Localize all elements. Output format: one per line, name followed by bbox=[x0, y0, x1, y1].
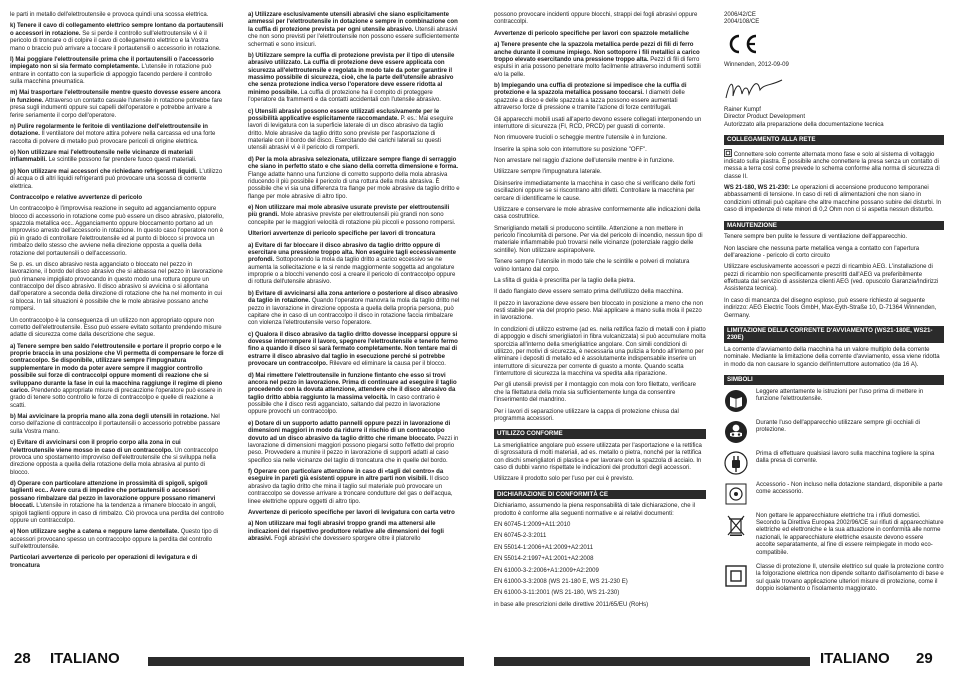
paragraph-lead: a) Tenere sempre ben saldo l'elettroutensile e portare il proprio corpo e le proprie braccia in una posizione che Vi permetta di compensare le forze di contraccolpo. Se disponibile, utilizzare sempre l'impugnatura supplementare in modo da poter avere sempre il maggior controllo possibile sui forze di contraccolpi oppure momenti di reazione che si sviluppano durante la fase in cui la macchina raggiunge il regime di pieno carico. bbox=[10, 343, 224, 394]
paragraph bbox=[10, 481, 225, 525]
paragraph-lead: n) Pulire regolarmente le feritoie di ventilazione dell'elettroutensile in dotazione. bbox=[10, 123, 209, 138]
symbol-row bbox=[724, 513, 944, 557]
paragraph bbox=[248, 373, 460, 417]
paragraph-text: Nel corso dell'azione di contraccolpo il portautensili o accessorio potrebbe passare sulla Vostra mano. bbox=[10, 414, 221, 435]
paragraph bbox=[248, 469, 460, 506]
paragraph bbox=[494, 181, 706, 203]
paragraph-text: Gli apparecchi mobili usati all'aperto devono essere collegati interponendo un interruttore di sicurezza (FI, RCD, PRCD) per guasti di corrente. bbox=[494, 116, 702, 130]
paragraph-lead: e) Dotare di un supporto adatto pannelli oppure pezzi in lavorazione di dimensioni maggiori in modo da ridurre il rischio di un contraccolpo dovuto ad un disco abrasivo da taglio dritto che rimane bloccato. bbox=[248, 420, 451, 442]
column-1 bbox=[10, 12, 225, 574]
paragraph-text: I diametri delle spazzole a disco e delle spazzola a tazza possono essere aumentati attraverso forze di pressione e tramite l'azione di forze centrifugali. bbox=[494, 90, 685, 112]
paragraph-lead: Ulteriori avvertenze di pericolo specifiche per lavori di troncatura bbox=[248, 231, 436, 238]
paragraph bbox=[10, 124, 225, 146]
paragraph-text: L'utensile in rotazione può entrare in contatto con la superficie di appoggio facendo perdere il controllo sulla macchina pneumatica. bbox=[10, 64, 212, 85]
section-heading: UTILIZZO CONFORME bbox=[494, 429, 706, 439]
paragraph bbox=[10, 262, 225, 314]
symbol-text: Classe di protezione II, utensile elettrico sul quale la protezione contro la folgorazione elettrica non dipende soltanto dall'isolamento di base e sul quale trovano applicazione ulteriori misure di protezione, come il doppio isolamento o l'isolamento maggiorato. bbox=[756, 563, 944, 593]
paragraph-text: Per i lavori di separazione utilizzare la cappa di protezione chiusa dal programma accessori. bbox=[494, 408, 679, 422]
paragraph-lead: Avvertenze di pericolo specifiche per lavori di levigatura con carta vetro bbox=[248, 509, 455, 516]
paragraph bbox=[494, 545, 706, 552]
paragraph bbox=[494, 382, 706, 404]
paragraph bbox=[494, 590, 706, 597]
maint-para: In caso di mancanza del disegno esploso, può essere richiesto al seguente indirizzo: AEG Electric Tools GmbH, Max-Eyth-Straße 10, D-71364 Winnenden, Germany. bbox=[724, 297, 937, 319]
bin-icon bbox=[724, 513, 748, 537]
paragraph-lead: f) Operare con particolare attenzione in caso di «tagli del centro» da eseguire in pareti già esistenti oppure in altre parti non visibili. bbox=[248, 469, 444, 483]
paragraph bbox=[494, 31, 706, 38]
paragraph bbox=[494, 12, 706, 27]
paragraph bbox=[248, 243, 460, 287]
paragraph-text: Un contraccolpo provoca uno spostamento improvviso dell'elettroutensile che si sviluppa nella direzione opposta a quella della rotazione della mola abrasiva al punto di blocco. bbox=[10, 447, 219, 476]
paragraph-text: L'utensile in rotazione ha la tendenza a rimanere bloccato in angoli, spigoli taglienti oppure in caso di rimbalzo. Ciò provoca una perdita del controllo oppure un contraccolpo. bbox=[10, 503, 224, 524]
symbol-row bbox=[724, 389, 944, 413]
paragraph bbox=[10, 12, 225, 19]
paragraph bbox=[494, 476, 706, 483]
footer-bar-right bbox=[494, 657, 810, 666]
paragraph-text: EN 60745-2-3:2011 bbox=[494, 533, 547, 540]
paragraph-text: Se si perde il controllo sull'elettroutensile vi è il pericolo di troncare o di colpire il cavo di collegamento elettrico e la Vostra mano o braccio può arrivare a toccare il portautensili o accessorio in rotazione. bbox=[10, 30, 221, 52]
paragraph bbox=[494, 602, 706, 609]
paragraph bbox=[494, 533, 706, 540]
paragraph bbox=[10, 195, 225, 202]
paragraph-text: EN 55014-1:2006+A1:2009+A2:2011 bbox=[494, 544, 594, 551]
paragraph-text: L'utilizzo di acqua o di altri liquidi refrigeranti può provocare una scossa di corrente elettrica. bbox=[10, 168, 223, 190]
page-number-left: 28 bbox=[14, 650, 31, 667]
paragraph-text: Rilevare ed eliminare la causa per il blocco. bbox=[327, 361, 446, 368]
paragraph-text: In condizioni di utilizzo estreme (ad es. nella rettifica fazio di metalli con il piatto di appoggio e dischi smerigliatori in fibra vulcanizzata) si può accumulare molta sporcizia all'interno della smerigliatrice angolare. Con simili condizioni di utilizzo, per motivi di sicurezza, è necessaria una pulizia a fondo all'interno per eliminare i depositi di metallo ed è assolutamente indispensabile inserire un interruttore di sicurezza per corrente di guasto a monte. Quando scatta l'interruttore di sicurezza la macchina va spedita alla riparazione. bbox=[494, 326, 706, 377]
double-square-icon bbox=[724, 564, 748, 588]
directive-list bbox=[724, 12, 944, 27]
paragraph bbox=[10, 529, 225, 551]
paragraph bbox=[494, 289, 706, 296]
paragraph-text: Il disco abrasivo da taglio dritto che mina il taglio sul materiale può provocare un contraccolpo se dovesse arrivare a troncare condutture del gas o dell'acqua, linee elettriche oppure oggetti di altro tipo. bbox=[248, 476, 453, 505]
paragraph bbox=[10, 344, 225, 410]
paragraph bbox=[248, 332, 460, 369]
paragraph bbox=[10, 150, 225, 165]
section-heading-symbols: SIMBOLI bbox=[724, 375, 944, 385]
symbol-text: Accessorio - Non incluso nella dotazione standard, disponibile a parte come accessorio. bbox=[756, 481, 943, 496]
paragraph-text: Il ventilatore del motore attira polvere nella carcassa ed una forte raccolta di polvere di metallo può provocare pericoli di origine elettrica. bbox=[10, 131, 216, 145]
signer-note: Autorizzato alla preparazione della documentazione tecnica bbox=[724, 121, 884, 128]
paragraph bbox=[494, 117, 706, 132]
paragraph-text: La sfilta di guida è prescritta per la taglio della pietra. bbox=[494, 277, 636, 284]
paragraph bbox=[494, 169, 706, 176]
paragraph-text: Non arrestare nel raggio d'azione dell'utensile mentre è in funzione. bbox=[494, 158, 675, 164]
paragraph-text: Flange adatte hanno una funzione di corretto supporto della mola abrasiva riducendo il più possibile il pericolo di una rottura della mola abrasiva. È possibile che vi sia una differenza tra flange per mole abrasive da taglio dritto e flange per mole abrasive di altro tipo. bbox=[248, 171, 460, 200]
paragraph-lead: d) Operare con particolare attenzione in prossimità di spigoli, spigoli taglienti ecc.. Avere cura di impedire che portautensili o accessori possano rimbalzare dal pezzo in lavorazione oppure possano rimanervi bloccati. bbox=[10, 481, 216, 510]
paragraph-lead: a) Tenere presente che la spazzola metallica perde pezzi di fili di ferro anche durante il comune impiego. Non sottoporre i fili metallici a carico troppo elevato esercitando una pressione troppo alta. bbox=[494, 42, 700, 63]
paragraph-text: Le scintille possono far prendere fuoco questi materiali. bbox=[46, 157, 197, 164]
paragraph bbox=[10, 23, 225, 53]
paragraph-text: Utilizzare e conservare le mole abrasive conformemente alle indicazioni della casa costruttrice. bbox=[494, 206, 701, 221]
paragraph-text: In caso contrario è possibile che il disco resti agganciato, saltando dal pezzo in lavorazione oppure provochi un contraccolpo. bbox=[248, 394, 441, 416]
paragraph bbox=[248, 205, 460, 227]
paragraph-text: Un contraccolpo è la conseguenza di un utilizzo non appropriato oppure non corretto dell'elettroutensile. Esso può essere evitato soltanto prendendo misure adatte di sicurezza come dalla descrizione che segue. bbox=[10, 317, 222, 339]
paragraph bbox=[494, 522, 706, 529]
maint-para: Tenere sempre ben pulite le fessure di ventilazione dell'apparecchio. bbox=[724, 234, 908, 241]
paragraph-text: EN 60745-1:2009+A11:2010 bbox=[494, 522, 571, 528]
paragraph-lead: c) Utensili abrasivi possono essere utilizzati esclusivamente per le possibilità applicative esplicitamente raccomandate. bbox=[248, 108, 440, 122]
paragraph bbox=[494, 158, 706, 165]
paragraph-text: Pezzi in lavorazione di dimensioni maggiori possono piegarsi sotto l'effetto del proprio peso. Provvedere a munire il pezzo in lavorazione di supporti adatti al caso specifico sia nelle vicinanze del taglio di troncatura che in quelle del bordo. bbox=[248, 435, 459, 464]
paragraph bbox=[10, 414, 225, 436]
column-4 bbox=[724, 12, 944, 600]
paragraph-lead: Particolari avvertenze di pericolo per operazioni di levigatura e di troncatura bbox=[10, 555, 198, 569]
mains-para-1: Connettere solo corrente alternata mono fase e solo al sistema di voltaggio indicato sulla piastra. È possibile anche connettere la presa senza un contatto di messa a terra così come prevede lo schema conforme alla norma di sicurezza di classe II. bbox=[724, 149, 944, 182]
plug-icon bbox=[724, 451, 748, 475]
directive: 2004/108/CE bbox=[724, 19, 760, 26]
paragraph bbox=[248, 291, 460, 328]
paragraph bbox=[494, 278, 706, 285]
paragraph-lead: a) Non utilizzare mai fogli abrasivi troppo grandi ma attenersi alle indicazioni del rispettivo produttore relative alle dimensioni dei fogli abrasivi. bbox=[248, 521, 444, 542]
paragraph-text: Se p. es. un disco abrasivo resta agganciato o bloccato nel pezzo in lavorazione, il bordo del disco abrasivo che si abbassa nel pezzo in lavorazione può rimanere impigliato provocando in questo modo una rottura oppure un contraccolpo del disco abrasivo. Il disco abrasivo si avvicina o si allontana dall'operatore a seconda della direzione di rotazione che ha nel momento in cui si blocca. In tali situazioni è possibile che le mole abrasive possano anche rompersi. bbox=[10, 261, 223, 313]
section-heading-current-limit: LIMITAZIONE DELLA CORRENTE D'AVVIAMENTO (WS21-180E, WS21-230E) bbox=[724, 326, 944, 343]
paragraph bbox=[494, 443, 706, 473]
paragraph bbox=[494, 42, 706, 79]
paragraph bbox=[494, 83, 706, 113]
paragraph bbox=[10, 169, 225, 191]
paragraph-lead: b) Mai avvicinare la propria mano alla zona degli utensili in rotazione. bbox=[10, 414, 209, 420]
paragraph-text: Non rimuovere trucioli o scheggie mentre l'utensile è in funzione. bbox=[494, 135, 667, 142]
ce-mark-icon bbox=[726, 33, 760, 55]
language-label-right: ITALIANO bbox=[820, 650, 890, 667]
paragraph-text: EN 61000-3-11:2001 (WS 21-180, WS 21-230) bbox=[494, 590, 620, 597]
paragraph bbox=[494, 226, 706, 256]
signature bbox=[724, 76, 944, 105]
paragraph-lead: k) Tenere il cavo di collegamento elettrico sempre lontano da portautensili o accessori in rotazione. bbox=[10, 23, 224, 37]
paragraph-text: Il pezzo in lavorazione deve essere ben bloccato in posizione a meno che non resti stabile per via del proprio peso. Mai applicare a mano sulla mola il pezzo in lavorazione. bbox=[494, 300, 704, 322]
paragraph bbox=[10, 440, 225, 477]
paragraph bbox=[10, 318, 225, 340]
paragraph bbox=[10, 555, 225, 570]
paragraph-text: Tenere sempre l'utensile in modo tale che le scintille e polveri di molatura volino lontano dal corpo. bbox=[494, 259, 690, 273]
symbol-text: Prima di effettuare qualsiasi lavoro sulla macchina togliere la spina dalla presa di corrente. bbox=[756, 450, 935, 465]
paragraph bbox=[494, 579, 706, 586]
paragraph-lead: Contraccolpo e relative avvertenze di pericolo bbox=[10, 194, 143, 201]
paragraph-lead: b) Evitare di avvicinarsi alla zona anteriore o posteriore al disco abrasivo da taglio in rotazione. bbox=[248, 290, 458, 305]
paragraph bbox=[494, 556, 706, 563]
paragraph-text: Utilizzare il prodotto solo per l'uso per cui è previsto. bbox=[494, 476, 634, 483]
paragraph-text: Attraverso un contatto casuale l'utensile in rotazione potrebbe fare presa sugli indumenti oppure sui capelli dell'operatore e potrebbe arrivare a ferire seriamente il corpo dell'operatore. bbox=[10, 97, 223, 119]
paragraph bbox=[10, 90, 225, 120]
paragraph-text: Il dado flangiato deve essere serrato prima dell'utilizzo della macchina. bbox=[494, 289, 684, 296]
section-heading: DICHIARAZIONE DI CONFORMITÀ CE bbox=[494, 490, 706, 500]
paragraph bbox=[494, 259, 706, 274]
paragraph bbox=[494, 207, 706, 222]
paragraph-text: Prendendo appropriate misure di precauzione l'operatore può essere in grado di tenere sotto controllo le forze di contraccolpo e quelle di reazione a scatti. bbox=[10, 387, 222, 409]
paragraph-text: Smerigliando metalli si producono scintille. Attenzione a non mettere in pericolo l'incolumità di persone. Per via del pericolo di incendio, nessun tipo di materiale infiammabile può trovarsi nelle vicinanze (potenziale raggio delle scintille). Non utilizzare aspirapolvere. bbox=[494, 225, 703, 254]
paragraph bbox=[494, 147, 706, 154]
column-2 bbox=[248, 12, 460, 547]
paragraph-lead: m) Mai trasportare l'elettroutensile mentre questo dovesse essere ancora in funzione. bbox=[10, 90, 221, 104]
paragraph-text: Quando l'operatore manovra la mola da taglio dritto nel pezzo in lavorazione in direzione opposta a quella della propria persona, può capitare che in caso di un contraccolpo il disco in rotazione faccia rimbalzare con violenza l'elettroutensile verso l'operatore. bbox=[248, 298, 460, 327]
paragraph bbox=[494, 503, 706, 518]
paragraph-text: Sottoponendo la mola da taglio dritto a carico eccessivo se ne aumenta la sollecitazione e la si rende maggiormente soggetta ad angolature improprie o a blocchi venendo così a creare il pericolo di contraccolpo oppure di rottura dell'utensile abrasivo. bbox=[248, 257, 456, 286]
paragraph bbox=[248, 157, 460, 201]
symbol-row bbox=[724, 482, 944, 506]
signature-icon bbox=[724, 76, 784, 102]
accessory-icon bbox=[724, 482, 748, 506]
page-number-right: 29 bbox=[916, 650, 933, 667]
paragraph bbox=[248, 510, 460, 517]
paragraph bbox=[494, 301, 706, 323]
paragraph-text: EN 55014-2:1997+A1:2001+A2:2008 bbox=[494, 556, 594, 563]
paragraph bbox=[494, 409, 706, 424]
limit-para: La corrente d'avviamento della macchina ha un valore multiplo della corrente nominale. Mediante la limitazione della corrente d'avviamento, essa viene ridotta in modo da non causare lo sgancio dell'interruttore automatico (da 16 A). bbox=[724, 347, 940, 368]
paragraph-lead: d) Mai rimettere l'elettroutensile in funzione fintanto che esso si trovi ancora nel pezzo in lavorazione. Prima di continuare ad eseguire il taglio procedendo con la dovuta attenzione, attendere che il disco abrasivo da taglio dritto abbia raggiunto la massima velocità. bbox=[248, 372, 457, 401]
language-label-left: ITALIANO bbox=[50, 650, 120, 667]
paragraph-text: Utilizzare sempre l'impugnatura laterale. bbox=[494, 169, 602, 176]
paragraph-text: in base alle prescrizioni delle direttive 2011/65/EU (RoHs) bbox=[494, 601, 649, 608]
paragraph bbox=[248, 12, 460, 49]
class-ii-icon bbox=[724, 149, 732, 157]
paragraph-text: La cuffia di protezione ha il compito di proteggere l'operatore da frammenti e da contatti accidentali con l'utensile abrasivo. bbox=[248, 89, 441, 104]
paragraph bbox=[248, 53, 460, 105]
paragraph-text: Dichiariamo, assumendo la piena responsabilità di tale dichiarazione, che il prodotto è conforme alla seguenti normative e ai relativi documenti: bbox=[494, 503, 696, 517]
paragraph-text: Utensili abrasivi che non sono previsti per l'elettroutensile non possono essere sufficientemente schermati e sono insicuri. bbox=[248, 26, 460, 48]
symbol-row bbox=[724, 451, 944, 475]
paragraph-lead: Avvertenze di pericolo specifiche per lavori con spazzole metalliche bbox=[494, 30, 690, 37]
paragraph-lead: l) Mai poggiare l'elettroutensile prima che il portautensili o l'accessorio impiegato non si sia fermato completamente. bbox=[10, 56, 214, 71]
footer-bar-left bbox=[148, 657, 464, 666]
symbol-row bbox=[724, 420, 944, 444]
paragraph bbox=[248, 231, 460, 238]
paragraph-text: le parti in metallo dell'elettroutensile e provoca quindi una scossa elettrica. bbox=[10, 12, 209, 18]
place-date: Winnenden, 2012-09-09 bbox=[724, 62, 789, 69]
paragraph-text: Un contraccolpo è l'improvvisa reazione in seguito ad agganciamento oppure blocco di accessorio in rotazione come può essere un disco abrasivo, platorello, spazzola metallica ecc.. Agganciamento oppure bloccamento portano ad un improvviso arresto dell'accessorio in rotazione. In questo caso l'operatore non è più in grado di controllare l'elettroutensile ed al punto di blocco si provoca un rimbalzo dello stesso che avviene nella direzione opposta a quella della rotazione del portautensili o dell'accessorio. bbox=[10, 206, 224, 257]
paragraph-text: EN 61000-3-3:2008 (WS 21-180 E, WS 21-230 E) bbox=[494, 578, 628, 585]
section-heading-maintenance: MANUTENZIONE bbox=[724, 221, 944, 231]
paragraph-lead: a) Evitare di far bloccare il disco abrasivo da taglio dritto oppure di esercitare una pressione troppo alta. Non eseguire tagli eccessivamente profondi. bbox=[248, 242, 457, 264]
directive: 2006/42/CE bbox=[724, 12, 756, 18]
symbol-row bbox=[724, 564, 944, 594]
paragraph-lead: o) Non utilizzare mai l'elettroutensile nelle vicinanze di materiali infiammabili. bbox=[10, 150, 193, 164]
paragraph-lead: d) Per la mola abrasiva selezionata, utilizzare sempre flange di serraggio che siano in perfetto stato e che siano della corretta dimensione e forma. bbox=[248, 156, 459, 171]
paragraph-lead: c) Qualora il disco abrasivo da taglio dritto dovesse incepparsi oppure si dovesse interrompere il lavoro, spegnere l'elettroutensile e tenerlo fermo fino a quando il disco si sarà fermato completamente. Non tentare mai di estrarre il disco abrasivo dal taglio in esecuzione perché si potrebbe provocare un contraccolpo. bbox=[248, 331, 458, 368]
paragraph-lead: b) Utilizzare sempre la cuffia di protezione prevista per il tipo di utensile abrasivo utilizzato. La cuffia di protezione deve essere applicata con sicurezza all'elettroutensile e regolata in modo tale da poter garantire il massimo possibile di sicurezza, cioè, che la parte dell'utensile abrasivo che senza protezione indica verso l'operatore deve essere ridotta al minimo possibile. bbox=[248, 52, 455, 96]
section-heading-mains: COLLEGAMENTO ALLA RETE bbox=[724, 135, 944, 145]
paragraph-text: Fogli abrasivi che dovessero sporgere oltre il platorello bbox=[272, 536, 421, 542]
symbol-text: Leggere attentamente le istruzioni per l'uso prima di mettere in funzione l'elettroutensile. bbox=[756, 388, 924, 403]
column-3 bbox=[494, 12, 706, 613]
paragraph-lead: c) Evitare di avvicinarsi con il proprio corpo alla zona in cui l'elettroutensile viene mosso in caso di un contraccolpo. bbox=[10, 440, 181, 454]
paragraph-text: P. es.: Mai eseguire lavori di levigatura con la superficie laterale di un disco abrasivo da taglio dritto. Mole abrasive da taglio dritto sono previste per l'asportazione di materiale con il bordo del disco. Esercitando dei carichi laterali su questi utensili abrasivi vi è il pericolo di romperli. bbox=[248, 115, 454, 152]
maint-para: Non lasciare che nessuna parte metallica venga a contatto con l'apertura dell'areazione - pericolo di corto circuito bbox=[724, 245, 920, 259]
paragraph-lead: e) Non utilizzare seghe a catena e neppure lame dentellate. bbox=[10, 529, 180, 536]
paragraph-lead: p) Non utilizzare mai accessori che richiedano refrigeranti liquidi. bbox=[10, 168, 198, 175]
book-icon bbox=[724, 389, 748, 413]
paragraph bbox=[248, 421, 460, 465]
signer-name: Rainer Kumpf bbox=[724, 106, 761, 113]
paragraph-text: Pezzi di fili di ferro espulsi in aria possono penetrare molto facilmente attraverso indumenti sottili e/o la pelle. bbox=[494, 56, 701, 78]
paragraph-text: Per gli utensili previsti per il montaggio con mola con foro filettato, verificare che la filettatura della mola sia sufficientemente lunga da consentire l'inserimento del mandrino. bbox=[494, 382, 696, 404]
paragraph-lead: a) Utilizzare esclusivamente utensili abrasivi che siano esplicitamente ammessi per l'elettroutensile in dotazione e sempre in combinazione con la cuffia di protezione prevista per ogni utensile abrasivo. bbox=[248, 12, 458, 33]
symbol-text: Durante l'uso dell'apparecchio utilizzare sempre gli occhiali di protezione. bbox=[756, 419, 920, 434]
signer-title: Director Product Development bbox=[724, 114, 805, 121]
paragraph-text: Inserire la spina solo con interruttore su posizione "OFF". bbox=[494, 146, 647, 153]
paragraph-lead: b) Impiegando una cuffia di protezione si impedisce che la cuffia di protezione e la spazzola metallica possano toccarsi. bbox=[494, 83, 687, 97]
paragraph bbox=[10, 57, 225, 87]
ce-mark bbox=[726, 33, 944, 58]
paragraph-text: possono provocare incidenti oppure blocchi, strappi dei fogli abrasivi oppure contraccolpi. bbox=[494, 12, 698, 26]
paragraph-text: Questo tipo di accessori provocano spesso un contraccolpo oppure la perdita del controllo sull'elettroutensile. bbox=[10, 529, 219, 550]
paragraph bbox=[248, 109, 460, 153]
paragraph bbox=[494, 327, 706, 379]
paragraph-text: EN 61000-3-2:2006+A1:2009+A2:2009 bbox=[494, 567, 599, 574]
paragraph bbox=[248, 521, 460, 543]
paragraph-text: Disinserire immediatamente la macchina in caso che si verificano delle forti oscillazioni oppure se si riscontrano altri difetti. Controllare la macchina per cercare di identificarne le cause. bbox=[494, 180, 695, 202]
paragraph-lead: e) Non utilizzare mai mole abrasive usurate previste per elettroutensili più grandi. bbox=[248, 205, 450, 219]
paragraph bbox=[10, 206, 225, 258]
paragraph bbox=[494, 568, 706, 575]
maint-para: Utilizzare esclusivamente accessori e pezzi di ricambio AEG. L'installazione di pezzi di ricambio non specificamente prescritti dall'AEG va preferibilmente effettuata dal servizio di assistenza clienti AEG (ved. opuscolo Garanzia/Indirizzi Assistenza tecnica). bbox=[724, 264, 939, 293]
paragraph-text: La smerigliatrice angolare può essere utilizzata per l'asportazione e la rettifica di sgrossatura di molti materiali, ad es. metallo o pietra, nonché per la rettifica con dischi smerigliatori di plastica e per lavorare con la spazzola di acciaio. In caso di dubbi vanno rispettate le indicazioni dei produttori degli accessori. bbox=[494, 442, 702, 471]
symbol-text: Non gettare le apparecchiature elettriche tra i rifiuti domestici. Secondo la Direttiva Europea 2002/96/CE sui rifiuti di apparecchiature elettriche ed elettroniche e la sua attuazione in conformità alle norme nazionali, le apparecchiature elettriche esauste devono essere accolte separatamente, al fine di essere reimpiegate in modo eco-compatibile. bbox=[756, 512, 944, 556]
paragraph-text: Mole abrasive previste per elettroutensili più grandi non sono concepite per le maggiori velocità di rotazione più piccoli e possono rompersi. bbox=[248, 212, 456, 226]
mains-para-2: WS 21-180, WS 21-230: Le operazioni di accensione producono temporanei abbassamenti di tensione. In caso di reti di alimentazioni che non siano in condizioni ottimali può capitare che altre macchine possano subire dei disturbi. In caso di impedenze di rete minori di 0,2 Ohm non ci si aspetta nessun disturbo. bbox=[724, 185, 942, 214]
goggles-icon bbox=[724, 420, 748, 444]
paragraph bbox=[494, 135, 706, 142]
